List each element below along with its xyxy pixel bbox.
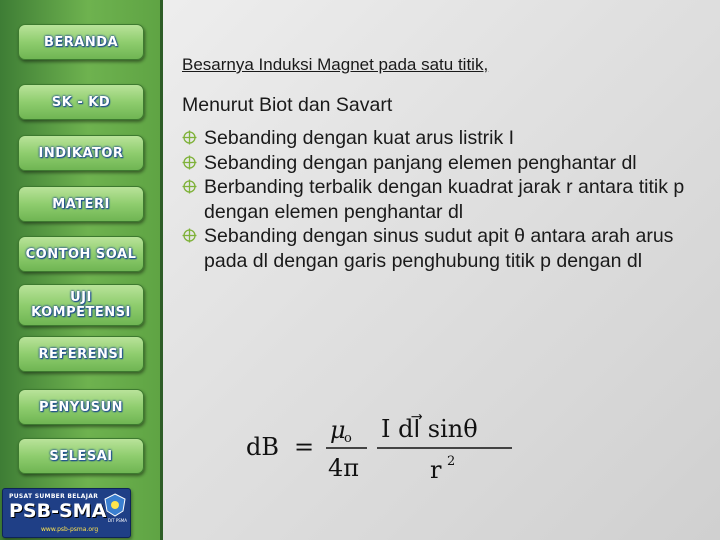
logo-name: PSB-SMA <box>9 500 107 522</box>
list-item <box>182 151 712 176</box>
formula-lhs: dB <box>246 433 279 461</box>
nav-uji-kompetensi-label: UJI KOMPETENSI <box>31 290 131 320</box>
nav-selesai-label: SELESAI <box>49 448 113 464</box>
crosshair-bullet-icon <box>182 179 197 194</box>
bullet-text: Berbanding terbalik dengan kuadrat jarak r antara titik p dengan elemen penghantar dl <box>204 176 685 223</box>
formula-mu-sub: o <box>344 431 352 446</box>
nav-indikator-label: INDIKATOR <box>38 145 124 161</box>
psb-sma-logo[interactable] <box>2 488 131 538</box>
nav-selesai-button[interactable] <box>18 438 144 474</box>
crosshair-bullet-icon <box>182 155 197 170</box>
nav-referensi-button[interactable] <box>18 336 144 372</box>
bullet-text: Sebanding dengan kuat arus listrik I <box>204 127 515 149</box>
logo-top-text: PUSAT SUMBER BELAJAR <box>9 493 99 500</box>
formula-numerator: I dl⃗ sinθ <box>381 415 478 443</box>
nav-indikator-button[interactable] <box>18 135 144 171</box>
nav-materi-label: MATERI <box>52 196 110 212</box>
bullet-list <box>182 126 712 273</box>
crosshair-bullet-icon <box>182 228 197 243</box>
nav-sk-kd-label: SK - KD <box>51 94 111 110</box>
list-item <box>182 175 712 224</box>
emblem-icon <box>104 493 126 517</box>
biot-savart-formula <box>244 410 514 490</box>
nav-sk-kd-button[interactable] <box>18 84 144 120</box>
crosshair-bullet-icon <box>182 130 197 145</box>
nav-beranda-button[interactable] <box>18 24 144 60</box>
formula-exp: 2 <box>447 454 456 469</box>
logo-url: www.psb-psma.org <box>41 526 99 533</box>
nav-referensi-label: REFERENSI <box>38 346 124 362</box>
list-item <box>182 224 712 273</box>
sidebar <box>0 0 163 540</box>
bullet-text: Sebanding dengan panjang elemen penghantar dl <box>204 151 637 174</box>
nav-beranda-label: BERANDA <box>43 34 119 50</box>
nav-penyusun-button[interactable] <box>18 389 144 425</box>
formula-mu: μ <box>330 416 346 444</box>
nav-contoh-soal-button[interactable] <box>18 236 144 272</box>
nav-penyusun-label: PENYUSUN <box>38 399 124 415</box>
nav-contoh-soal-label: CONTOH SOAL <box>25 246 137 262</box>
slide-title: Besarnya Induksi Magnet pada satu titik, <box>182 55 489 74</box>
formula-equals: = <box>294 433 315 461</box>
list-item <box>182 126 712 151</box>
formula-four-pi: 4π <box>328 454 360 482</box>
logo-dept: DIT PSMA <box>107 518 127 523</box>
main-content <box>182 55 712 272</box>
nav-uji-kompetensi-button[interactable] <box>18 284 144 326</box>
intro-text: Menurut Biot dan Savart <box>182 94 393 116</box>
nav-materi-button[interactable] <box>18 186 144 222</box>
formula-r: r <box>430 456 442 484</box>
bullet-text: Sebanding dengan sinus sudut apit θ antara arah arus pada dl dengan garis penghubung titik p dengan dl <box>204 225 674 272</box>
